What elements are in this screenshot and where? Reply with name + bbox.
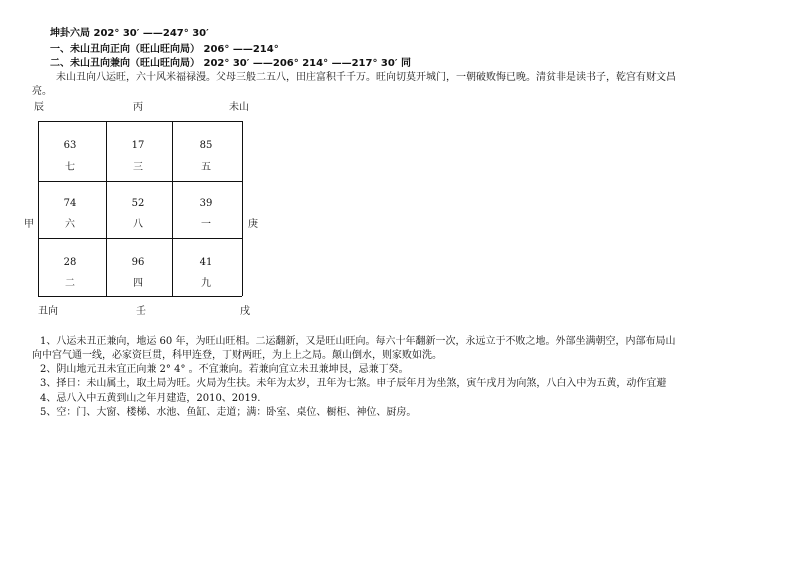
direction-label-jia: 甲 xyxy=(24,219,34,230)
page-title: 坤卦六局 202° 30′ ——247° 30′ xyxy=(50,28,209,39)
cell-num-8: 96 xyxy=(131,257,145,268)
cell-star-9: 九 xyxy=(201,278,211,289)
cell-num-1: 63 xyxy=(63,140,77,151)
cell-num-5: 52 xyxy=(131,198,145,209)
grid-line-right xyxy=(242,121,243,296)
direction-label-chen: 辰 xyxy=(34,102,44,113)
cell-num-6: 39 xyxy=(199,198,213,209)
note-1-cont: 向中宫气通一线，必家资巨贯，科甲连登，丁财两旺，为上上之局。颠山倒水，则家败如洗。 xyxy=(32,350,442,361)
grid-line-bottom xyxy=(38,296,242,297)
direction-label-ren: 壬 xyxy=(136,306,146,317)
direction-label-bing: 丙 xyxy=(133,102,143,113)
cell-num-4: 74 xyxy=(63,198,77,209)
grid-line-row2 xyxy=(38,238,242,239)
direction-label-xu: 戌 xyxy=(240,306,250,317)
intro-line-1: 未山丑向八运旺，六十风米福禄漫。父母三般二五八，田庄富积千千万。旺向切莫开城门，一朝破败悔已晚。清贫非是读书子，乾宫有财文昌 xyxy=(56,72,676,83)
cell-num-9: 41 xyxy=(199,257,213,268)
cell-star-5: 八 xyxy=(133,219,143,230)
cell-star-4: 六 xyxy=(65,219,75,230)
note-5: 5、空：门、大窗、楼梯、水池、鱼缸、走道；满：卧室、桌位、橱柜、神位、厨房。 xyxy=(40,407,417,418)
subtitle-zheng-xiang: 一、未山丑向正向（旺山旺向局） 206° ——214° xyxy=(50,44,279,55)
direction-label-geng: 庚 xyxy=(248,219,258,230)
note-2: 2、阴山地元丑未宜正向兼 2° 4° 。不宜兼向。若兼向宜立未丑兼坤艮，忌兼丁癸。 xyxy=(40,364,409,375)
direction-label-chouxiang: 丑向 xyxy=(38,306,58,317)
note-4: 4、忌八入中五黄到山之年月建造，2010、2019. xyxy=(40,393,261,404)
grid-line-col1 xyxy=(106,121,107,296)
note-3: 3、择日：未山属土，取土局为旺。火局为生扶。未年为太岁，丑年为七煞。申子辰年月为坐煞，寅午戌月为向煞，八白入中为五黄，动作宜避 xyxy=(40,378,667,389)
grid-line-left xyxy=(38,121,39,296)
cell-star-2: 三 xyxy=(133,162,143,173)
cell-num-3: 85 xyxy=(199,140,213,151)
cell-star-1: 七 xyxy=(65,162,75,173)
cell-star-7: 二 xyxy=(65,278,75,289)
grid-line-col2 xyxy=(172,121,173,296)
grid-line-row1 xyxy=(38,181,242,182)
cell-num-7: 28 xyxy=(63,257,77,268)
subtitle-jian-xiang: 二、未山丑向兼向（旺山旺向局） 202° 30′ ——206° 214° ——217° 30′ 同 xyxy=(50,58,411,69)
note-1: 1、八运未丑正兼向，地运 60 年，为旺山旺相。二运翻新，又是旺山旺向。每六十年翻新一次，永远立于不败之地。外部坐满朝空，内部布局山 xyxy=(40,336,676,347)
direction-label-weishan: 未山 xyxy=(229,102,249,113)
cell-star-8: 四 xyxy=(133,278,143,289)
cell-num-2: 17 xyxy=(131,140,145,151)
cell-star-6: 一 xyxy=(201,219,211,230)
cell-star-3: 五 xyxy=(201,162,211,173)
intro-line-2: 亮。 xyxy=(32,86,52,97)
grid-line-top xyxy=(38,121,242,122)
